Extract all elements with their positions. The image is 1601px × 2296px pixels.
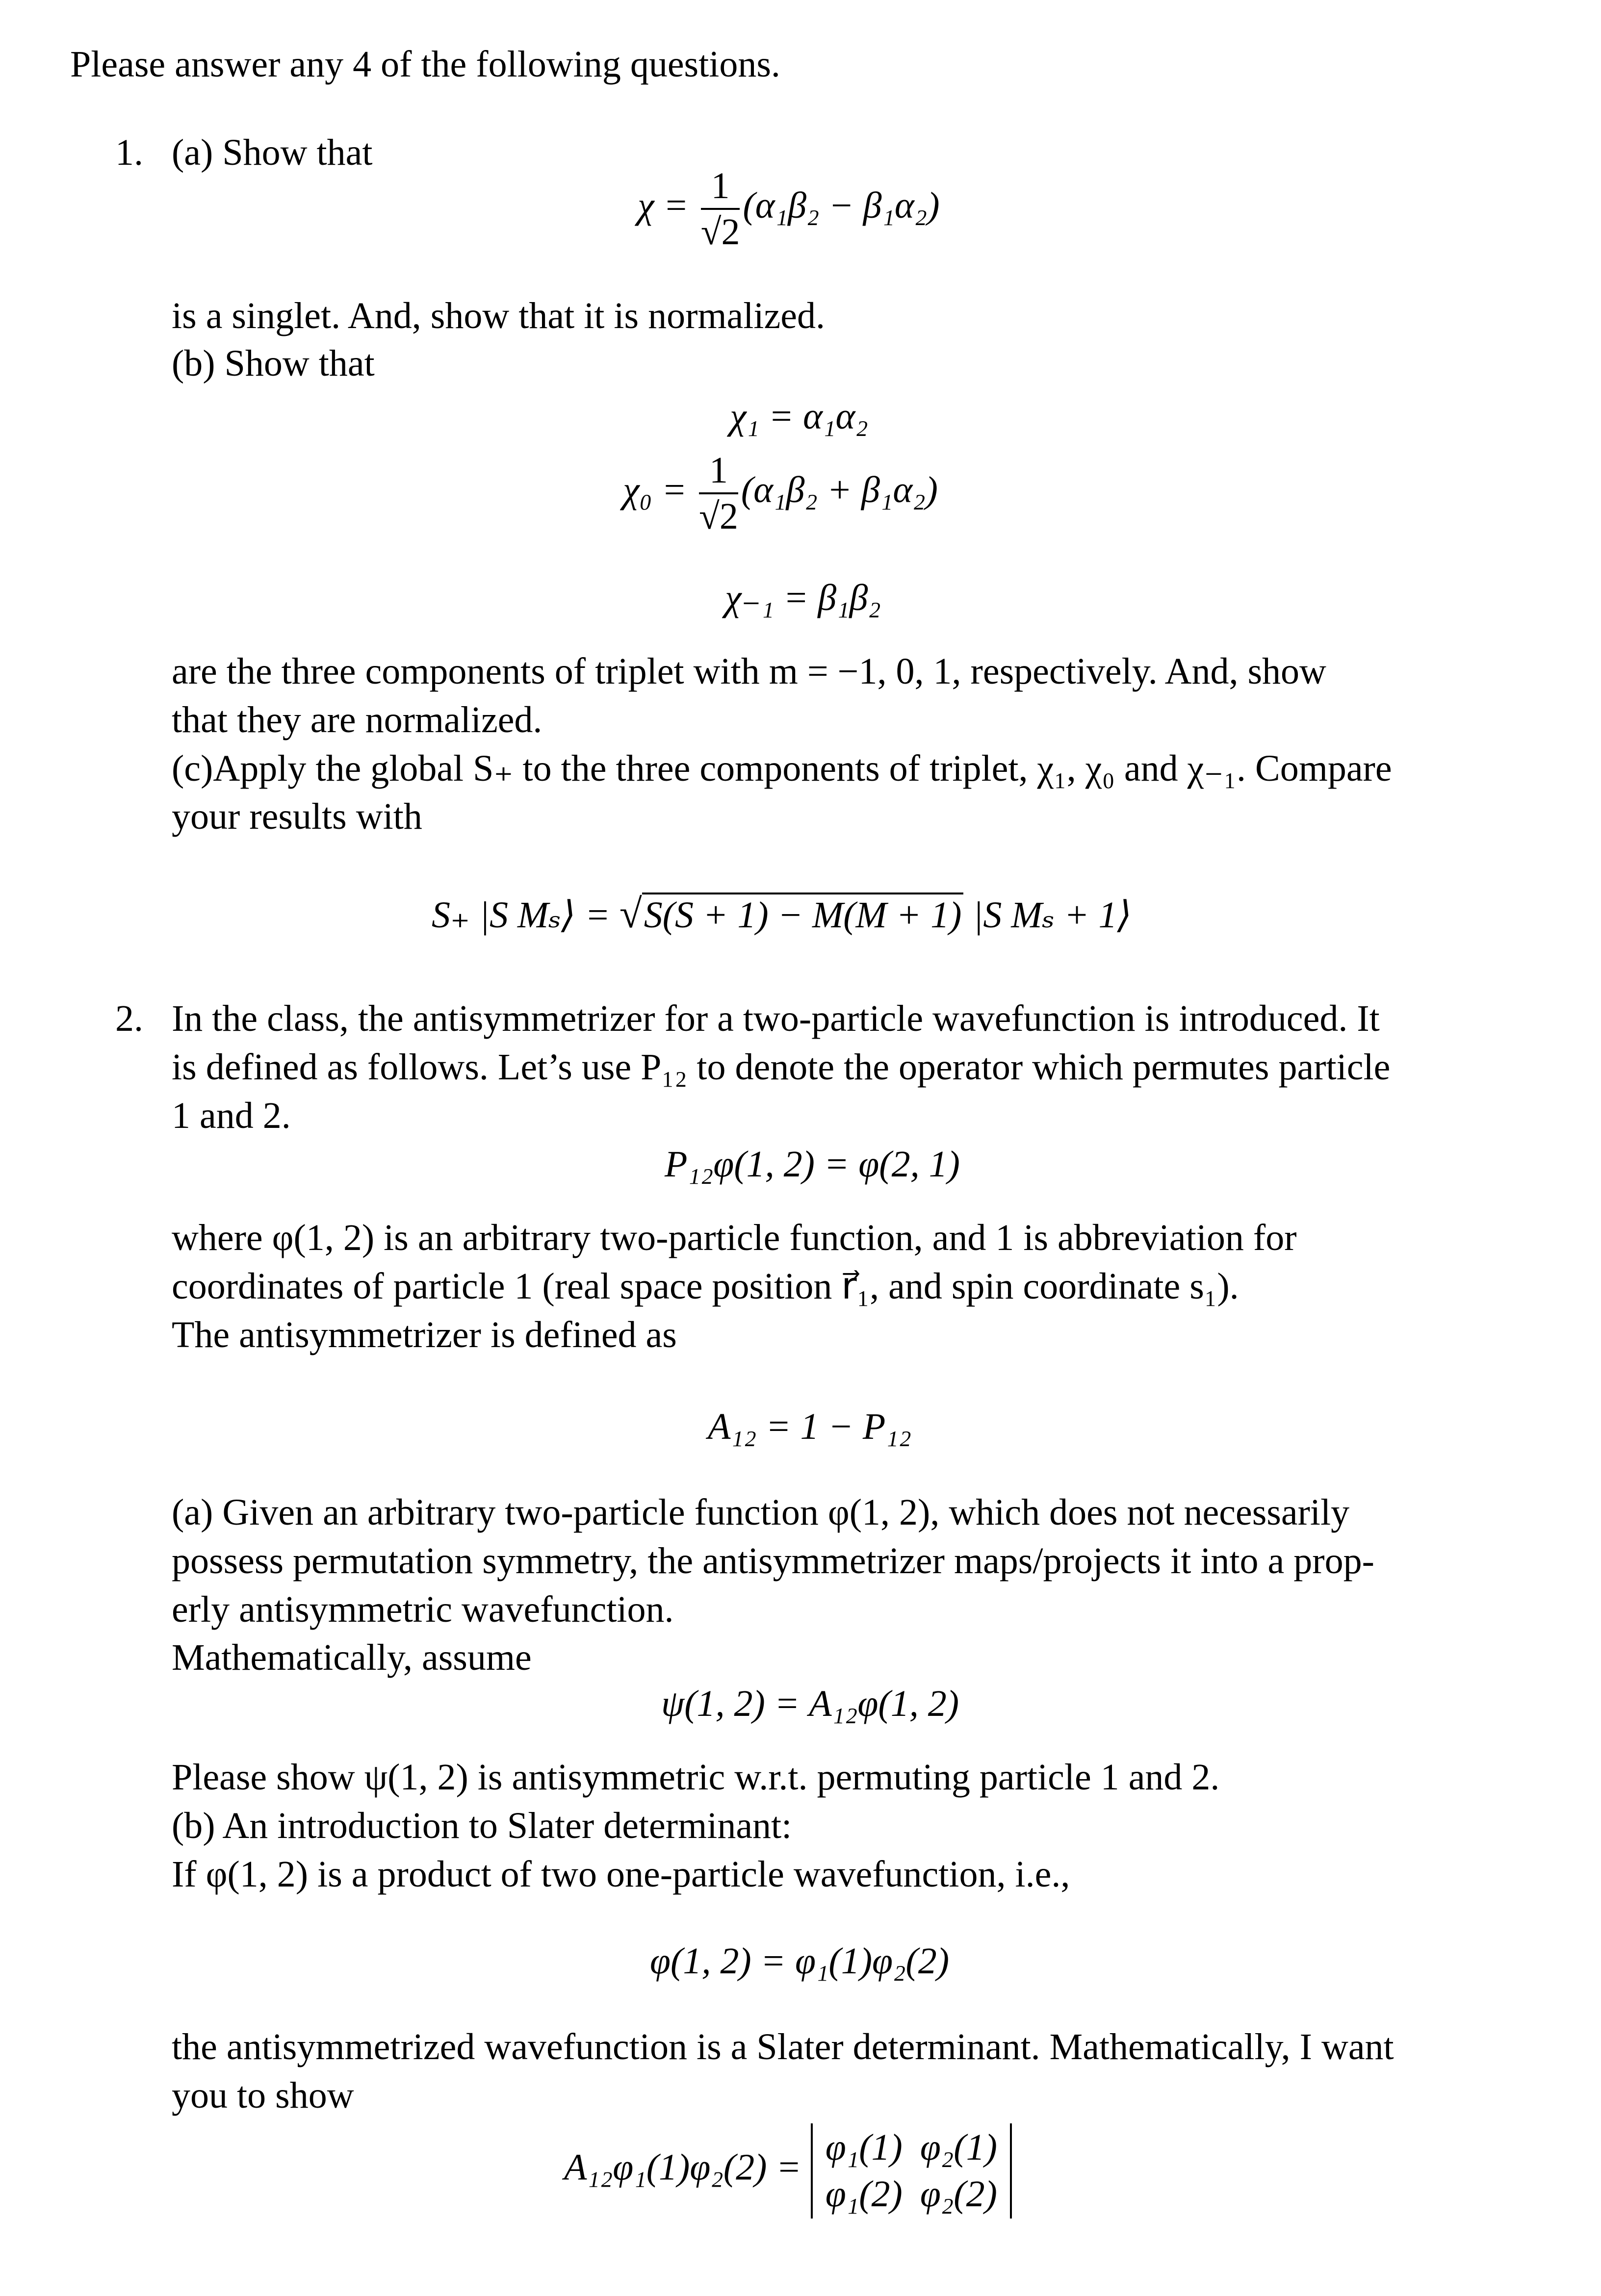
q2-intro-line: 1 and 2. bbox=[172, 1095, 291, 1136]
singlet-num: 1 bbox=[701, 167, 740, 210]
q1-splus-equation bbox=[432, 888, 1132, 941]
q2-a-line: erly antisymmetric wavefunction. bbox=[172, 1588, 674, 1630]
slater-determinant bbox=[811, 2123, 1012, 2219]
det-cell: φ₁(2) bbox=[825, 2173, 903, 2215]
det-cell: φ₂(2) bbox=[920, 2173, 997, 2215]
sqrt-symbol: √S(S + 1) − M(M + 1) bbox=[620, 888, 964, 941]
q1-a-label: (a) Show that bbox=[172, 132, 373, 173]
singlet-fraction bbox=[701, 167, 740, 252]
det-cell: φ₂(1) bbox=[920, 2127, 997, 2168]
q2-b-line: Please show ψ(1, 2) is antisymmetric w.r.t. permuting particle 1 and 2. bbox=[172, 1757, 1220, 1798]
chi0-fraction bbox=[699, 451, 738, 536]
q1-a-text: is a singlet. And, show that it is normalized. bbox=[172, 295, 825, 336]
q2-b-line: (b) An introduction to Slater determinant: bbox=[172, 1805, 792, 1846]
q2-where bbox=[172, 1214, 1474, 1359]
q2-where-line: where φ(1, 2) is an arbitrary two-particle function, and 1 is abbreviation for bbox=[172, 1217, 1297, 1258]
chi0-num: 1 bbox=[699, 451, 738, 494]
q2-intro bbox=[172, 995, 1474, 1140]
q2-number: 2. bbox=[115, 998, 143, 1039]
q1-b-text-line: are the three components of triplet with m = −1, 0, 1, respectively. And, show bbox=[172, 651, 1326, 692]
triplet-chi0 bbox=[623, 451, 938, 536]
q2-b-line: the antisymmetrized wavefunction is a Slater determinant. Mathematically, I want bbox=[172, 2026, 1394, 2067]
q1-singlet-equation bbox=[638, 167, 940, 252]
q1-b-label: (b) Show that bbox=[172, 343, 375, 384]
singlet-rhs: (α₁β₂ − β₁α₂) bbox=[743, 185, 940, 227]
chi0-den: √2 bbox=[699, 495, 738, 537]
q2-b-line: you to show bbox=[172, 2074, 354, 2116]
q2-psi-equation: ψ(1, 2) = A₁₂φ(1, 2) bbox=[661, 1683, 959, 1724]
q2-where-line: coordinates of particle 1 (real space position r⃗₁, and spin coordinate s₁). bbox=[172, 1265, 1239, 1307]
q2-part-a bbox=[172, 1488, 1474, 1682]
q2-slater-equation bbox=[564, 2123, 1012, 2219]
q2-a-line: Mathematically, assume bbox=[172, 1637, 532, 1679]
slater-lhs: A₁₂φ₁(1)φ₂(2) = bbox=[564, 2146, 801, 2188]
det-cell: φ₁(1) bbox=[825, 2127, 903, 2168]
triplet-chi1: χ₁ = α₁α₂ bbox=[730, 396, 868, 437]
splus-lhs: S₊ |S Mₛ⟩ = bbox=[432, 894, 610, 936]
chi0-lhs: χ₀ = bbox=[623, 469, 687, 511]
triplet-chim1: χ₋₁ = β₁β₂ bbox=[725, 577, 881, 618]
q1-c-text-line: your results with bbox=[172, 796, 422, 838]
singlet-lhs: χ = bbox=[638, 185, 689, 227]
singlet-den: √2 bbox=[700, 211, 740, 253]
splus-sqrt-arg: S(S + 1) − M(M + 1) bbox=[642, 893, 964, 936]
q2-part-b bbox=[172, 1753, 1474, 1898]
q2-b-line: If φ(1, 2) is a product of two one-particle wavefunction, i.e., bbox=[172, 1853, 1070, 1895]
q2-permutation-equation: P₁₂φ(1, 2) = φ(2, 1) bbox=[665, 1144, 960, 1185]
q2-part-b-cont bbox=[172, 2023, 1474, 2120]
q2-a-line: possess permutation symmetry, the antisymmetrizer maps/projects it into a prop- bbox=[172, 1540, 1374, 1582]
q1-b-text-line: that they are normalized. bbox=[172, 699, 542, 740]
q2-product-equation: φ(1, 2) = φ₁(1)φ₂(2) bbox=[650, 1940, 950, 1982]
chi0-rhs: (α₁β₂ + β₁α₂) bbox=[741, 469, 938, 511]
q2-intro-line: is defined as follows. Let’s use P₁₂ to denote the operator which permutes particle bbox=[172, 1046, 1391, 1088]
q1-c-text-line: (c)Apply the global S₊ to the three components of triplet, χ₁, χ₀ and χ₋₁. Compare bbox=[172, 747, 1392, 789]
q2-intro-line: In the class, the antisymmetrizer for a two-particle wavefunction is introduced. It bbox=[172, 998, 1380, 1039]
splus-rhs: |S Mₛ + 1⟩ bbox=[973, 894, 1132, 936]
q1-number: 1. bbox=[115, 132, 143, 173]
q1-b-text bbox=[172, 647, 1474, 841]
q2-where-line: The antisymmetrizer is defined as bbox=[172, 1314, 677, 1355]
intro-text: Please answer any 4 of the following questions. bbox=[70, 44, 780, 85]
q2-antisymmetrizer-equation: A₁₂ = 1 − P₁₂ bbox=[708, 1406, 912, 1447]
q2-a-line: (a) Given an arbitrary two-particle function φ(1, 2), which does not necessarily bbox=[172, 1492, 1350, 1533]
